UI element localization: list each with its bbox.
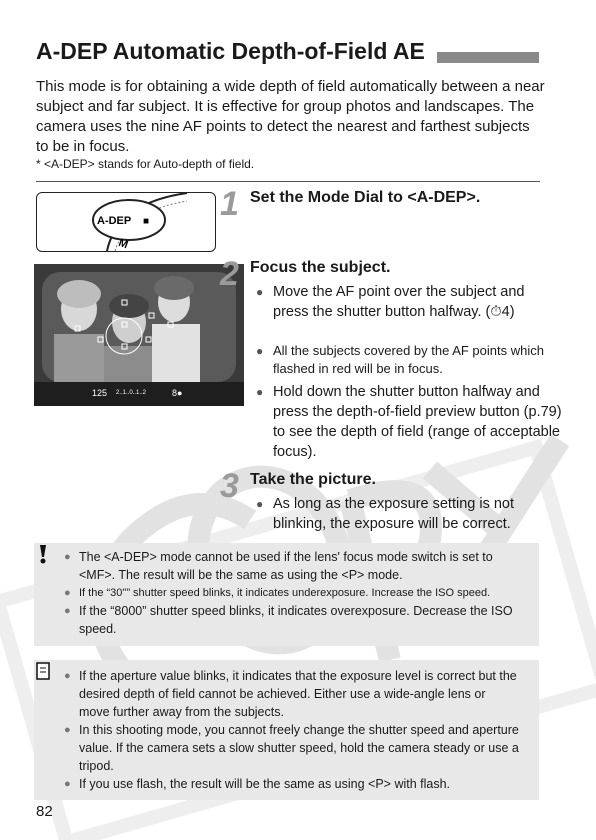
bullet-dot: ●: [256, 497, 264, 511]
viewfinder-image: [34, 264, 244, 406]
dial-pointer: ■: [143, 216, 150, 227]
bullet-dot: ●: [64, 551, 71, 563]
bullet-text: If the aperture value blinks, it indicates that the exposure level is correct but the desired depth of field cannot be achieved. Either use a wide-angle lens or move further away from the subjects.: [79, 669, 517, 719]
step-2-bullet-3: [256, 382, 563, 462]
caution-item-2: [64, 584, 519, 602]
bullet-dot: ●: [64, 605, 71, 617]
page-number: 82: [36, 803, 53, 820]
caution-item-1: [64, 548, 519, 584]
memo-item-1: [64, 667, 519, 721]
bullet-text: As long as the exposure setting is not blinking, the exposure will be correct.: [273, 496, 515, 532]
bullet-dot: ●: [64, 587, 71, 599]
mode-dial-illustration: [36, 192, 216, 252]
page-title: [36, 38, 425, 65]
bullet-dot: ●: [256, 385, 264, 399]
memo-icon: [36, 662, 50, 680]
bullet-text: If the “8000” shutter speed blinks, it indicates overexposure. Decrease the ISO speed.: [79, 604, 513, 636]
step-3-bullet-1: [256, 494, 563, 534]
memo-item-3: [64, 775, 519, 793]
bullet-text: The <A-DEP> mode cannot be used if the lens' focus mode switch is set to <MF>. The result will be the same as using the <P> mode.: [79, 550, 493, 582]
bullet-text: If the “30"” shutter speed blinks, it indicates underexposure. Increase the ISO speed.: [79, 587, 491, 599]
viewfinder-shutter-readout: 125: [92, 388, 108, 398]
intro-paragraph: This mode is for obtaining a wide depth of field automatically between a near subject and far subject. It is effective for group photos and landscapes. The camera uses the nine AF points to detect the nearest and farthest subjects to be in focus.: [36, 78, 545, 155]
step-2-bullet-2: [256, 342, 563, 378]
mode-dial-graphic: [37, 193, 215, 251]
bullet-text: Hold down the shutter button halfway and press the depth-of-field preview button (p.79) to see the depth of field (range of acceptable focus).: [273, 384, 562, 460]
title-mode-label: A-DEP: [36, 38, 108, 64]
step-1-title: Set the Mode Dial to <A-DEP>.: [250, 189, 481, 206]
bullet-text: All the subjects covered by the AF points which flashed in red will be in focus.: [273, 343, 544, 376]
viewfinder-graphic: [34, 264, 244, 406]
step-2-title: Focus the subject.: [250, 259, 391, 276]
step-2-bullet-1: [256, 282, 563, 322]
viewfinder-exposure-scale: 2..1..0..1..2: [116, 390, 147, 396]
title-rule-bar: [437, 52, 539, 63]
bullet-dot: ●: [256, 344, 264, 358]
section-divider: [36, 181, 540, 182]
bullet-dot: ●: [256, 285, 264, 299]
bullet-text: Move the AF point over the subject and press the shutter button halfway. (⏱4): [273, 284, 525, 320]
intro-note: * <A-DEP> stands for Auto-depth of field.: [36, 157, 255, 171]
dial-letter-m: M: [116, 236, 130, 251]
step-3-number: 3: [220, 467, 239, 505]
step-2-number: 2: [220, 255, 239, 293]
title-text: Automatic Depth-of-Field AE: [112, 38, 425, 64]
bullet-dot: ●: [64, 778, 71, 790]
bullet-text: If you use flash, the result will be the same as using <P> with flash.: [79, 777, 451, 791]
caution-item-3: [64, 602, 519, 638]
bullet-text: In this shooting mode, you cannot freely change the shutter speed and aperture value. If the camera sets a slow shutter speed, hold the camera steady or use a tripod.: [79, 723, 519, 773]
bullet-dot: ●: [64, 670, 71, 682]
memo-item-2: [64, 721, 519, 775]
dial-mode-label: A-DEP: [97, 215, 132, 227]
bullet-dot: ●: [64, 724, 71, 736]
viewfinder-tail-readout: 8●: [172, 388, 183, 398]
caution-icon: [36, 544, 50, 564]
step-3-title: Take the picture.: [250, 471, 376, 488]
step-1-number: 1: [220, 185, 239, 223]
